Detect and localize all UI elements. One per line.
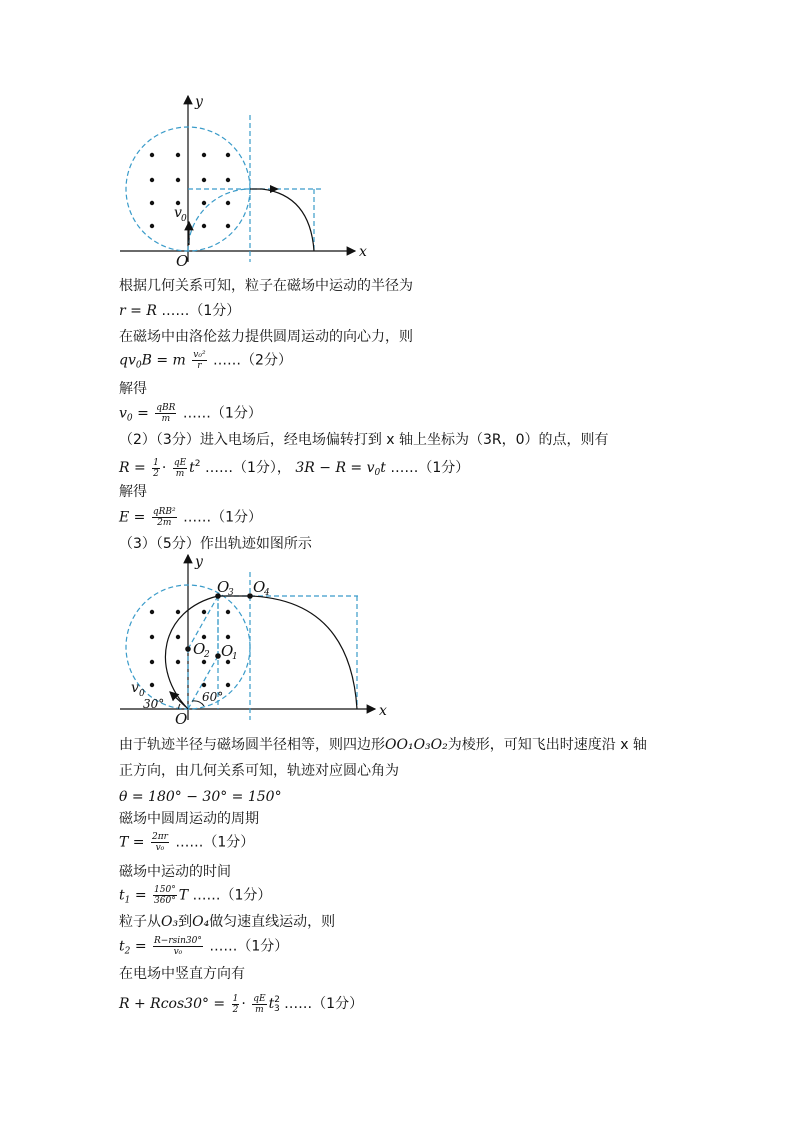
frac-den: 2 — [232, 1004, 239, 1015]
fraction-half — [152, 458, 160, 479]
equation-T — [119, 832, 254, 853]
equation-lorentz — [119, 350, 292, 375]
frac-den: m — [161, 414, 171, 424]
text: 到 — [178, 914, 193, 930]
velocity-label-sub: 0 — [181, 214, 187, 224]
text-line-1: 根据几何关系可知，粒子在磁场中运动的半径为 — [119, 278, 413, 294]
eq-a: t — [119, 938, 125, 955]
eq-sub: 0 — [126, 413, 133, 424]
fraction — [151, 832, 169, 853]
eq-t: t — [189, 460, 195, 476]
text-line-5: 解得 — [119, 381, 147, 397]
eq-sub: 3 — [273, 1004, 280, 1014]
fraction — [152, 507, 177, 528]
origin-label-2: O — [175, 710, 188, 728]
trajectory-parabola-2 — [250, 596, 357, 709]
eq-a: t — [119, 887, 125, 904]
origin-label: O — [176, 252, 189, 270]
text-line-9: 解得 — [119, 484, 147, 500]
frac-num: 1 — [153, 457, 159, 468]
angle-30-label: 30° — [143, 697, 165, 711]
y-axis-label: y — [195, 94, 203, 110]
score: ……（1分） — [183, 509, 262, 526]
text: 粒子从 — [119, 914, 161, 930]
eq-sup: 2 — [194, 459, 201, 469]
score: ……（1分） — [209, 938, 289, 955]
equation-theta: θ = 180° − 30° = 150° — [119, 789, 282, 805]
frac-num: 150° — [154, 885, 176, 895]
equation-v0 — [119, 403, 262, 428]
text: 为棱形，可知飞出时速度沿 x 轴 — [447, 737, 647, 753]
eq-sub: 1 — [124, 895, 131, 906]
text-line-7: （2）（3分）进入电场后，经电场偏转打到 x 轴上坐标为（3R，0）的点，则有 — [119, 432, 609, 448]
eq-equals: = — [130, 887, 152, 904]
fraction — [155, 403, 176, 424]
velocity-label: v — [174, 205, 182, 221]
quad-name: OO₁O₃O₂ — [385, 737, 448, 753]
frac-num: 2πr — [151, 832, 168, 842]
frac-den: 2m — [157, 518, 172, 528]
text-line-13: 正方向，由几何关系可知，轨迹对应圆心角为 — [119, 763, 399, 779]
frac-num: qRB² — [152, 507, 176, 517]
equation-r — [119, 302, 240, 320]
dot: · — [241, 996, 246, 1012]
score: ……（1分） — [161, 303, 241, 319]
score: ……（2分） — [213, 352, 292, 369]
score: ……（1分）， — [204, 460, 291, 476]
O4-label-sub: 4 — [264, 588, 270, 598]
x-axis-label-2: x — [379, 703, 387, 719]
eq-mid: B = m — [141, 352, 186, 369]
fraction — [192, 350, 206, 371]
text-line-3: 在磁场中由洛伦兹力提供圆周运动的向心力，则 — [119, 329, 413, 345]
frac-den: 360° — [154, 896, 176, 906]
O4-label: O — [253, 578, 266, 596]
frac-num: 1 — [232, 993, 239, 1004]
O3-label: O — [217, 578, 230, 596]
eq-r: r = R — [119, 303, 157, 319]
equation-t1 — [119, 885, 271, 910]
eq-b-sub: 0 — [374, 468, 381, 478]
score: ……（1分） — [182, 405, 262, 422]
frac-den: m — [255, 1004, 264, 1015]
frac-den: 2 — [153, 468, 159, 479]
text: 做匀速直线运动，则 — [209, 914, 336, 930]
point-O3: O₃ — [161, 914, 179, 930]
eq-a: T = — [119, 834, 149, 851]
eq-b-t: t — [380, 460, 386, 476]
O2-label-sub: 2 — [204, 650, 210, 660]
x-axis-label: x — [359, 244, 367, 260]
O2-label: O — [193, 640, 206, 658]
frac-num: qE — [173, 457, 187, 468]
eq-sup: 2 — [274, 995, 280, 1005]
fraction-qE — [252, 994, 266, 1015]
eq-t: t — [268, 996, 275, 1012]
frac-den: v₀ — [173, 947, 183, 957]
text-line-19 — [119, 913, 335, 931]
y-axis-label-2: y — [195, 554, 203, 570]
frac-num: v₀² — [193, 350, 206, 360]
eq-sub: 0 — [135, 360, 142, 371]
point-O4: O₄ — [192, 914, 210, 930]
v0-label-2-sub: 0 — [139, 689, 145, 699]
equation-t2 — [119, 936, 288, 961]
eq-lhs: v — [119, 405, 127, 422]
score: ……（1分） — [284, 996, 364, 1012]
O1-label: O — [221, 642, 234, 660]
text-line-11: （3）（5分）作出轨迹如图所示 — [119, 536, 312, 552]
eq-lhs: qv — [119, 352, 136, 369]
frac-den: v₀ — [155, 843, 165, 853]
text-line-15: 磁场中圆周运动的周期 — [119, 811, 259, 827]
equation-E — [119, 507, 262, 528]
velocity-arrow-2 — [170, 692, 186, 707]
equation-vertical — [119, 991, 363, 1018]
frac-den: r — [197, 361, 202, 371]
eq-a: R = — [119, 460, 151, 476]
score: ……（1分） — [390, 460, 470, 476]
frac-num: qE — [253, 993, 266, 1004]
eq-b: 3R − R = v — [295, 460, 375, 476]
fraction-qE — [173, 458, 187, 479]
eq-sub: 2 — [124, 946, 131, 957]
text-line-12 — [119, 736, 647, 754]
fraction-half — [232, 994, 240, 1015]
fraction — [153, 885, 177, 906]
text: 由于轨迹半径与磁场圆半径相等，则四边形 — [119, 737, 385, 753]
score: ……（1分） — [192, 887, 272, 904]
equation-R — [119, 455, 469, 482]
v0-label-2: v — [131, 680, 139, 696]
O1-label-sub: 1 — [232, 652, 238, 662]
eq-equals: = — [130, 938, 152, 955]
O3-label-sub: 3 — [228, 588, 234, 598]
text-line-17: 磁场中运动的时间 — [119, 864, 231, 880]
eq-equals: = — [132, 405, 154, 422]
frac-num: qBR — [156, 403, 176, 413]
eq-T: T — [178, 887, 189, 904]
dot: · — [161, 460, 167, 476]
angle-60-label: 60° — [202, 690, 224, 704]
frac-num: R−rsin30° — [154, 936, 202, 946]
fraction — [153, 936, 203, 957]
text-line-21: 在电场中竖直方向有 — [119, 966, 245, 982]
score: ……（1分） — [175, 834, 255, 851]
frac-den: m — [175, 468, 185, 479]
eq-a: R + Rcos30° = — [119, 996, 230, 1012]
eq-a: E = — [119, 509, 150, 526]
